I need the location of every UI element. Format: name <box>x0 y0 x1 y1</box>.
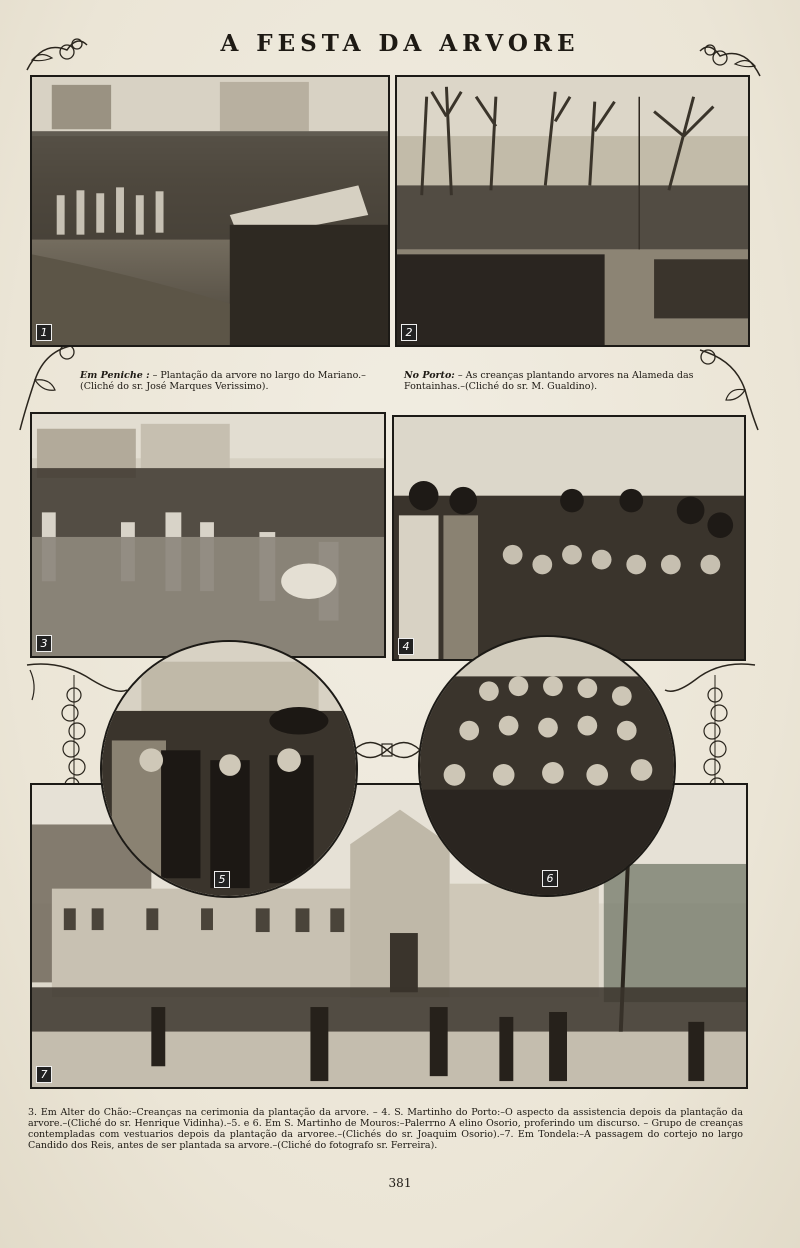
photo-s-martinho-de-mouros-speech <box>100 640 358 898</box>
photo-number-5: 5 <box>214 871 230 888</box>
photo-alter-do-chao <box>30 412 386 658</box>
photo-number-3: 3 <box>36 635 52 652</box>
photo-number-2: 2 <box>401 324 417 341</box>
photo-s-martinho-do-porto <box>392 415 746 661</box>
photo-s-martinho-de-mouros-children <box>418 635 676 897</box>
center-ribbon-ornament <box>352 730 422 770</box>
caption-peniche-place: Em Peniche : <box>80 370 150 381</box>
caption-peniche <box>80 370 380 392</box>
page-number: 381 <box>388 1176 412 1190</box>
caption-porto <box>404 370 704 392</box>
bottom-caption: 3. Em Alter do Chão:–Creanças na cerimonia da plantação da arvore. – 4. S. Martinho do Porto:–O aspecto da assistencia depois da plantação da arvore.–(Cliché do sr. Henrique Vidinha).–5. e 6. Em S. Martinho de Mouros:–Palerrno A elino Osorio, proferindo um discurso. – Grupo de creanças contempladas com vestuarios depois da plantação da arvoree.–(Clichés do sr. Joaquim Osorio).–7. Em Tondela:–A passagem do cortejo no largo Candido dos Reis, antes de ser plantada sa arvore.–(Cliché do fotografo sr. Ferreira). <box>28 1107 743 1151</box>
floral-ornament-top-left <box>22 30 92 75</box>
photo-peniche <box>30 75 390 347</box>
caption-porto-text: – As creanças plantando arvores na Alameda das Fontainhas.–(Cliché do sr. M. Gualdino). <box>404 370 694 392</box>
photo-number-6: 6 <box>542 870 558 887</box>
photo-number-4: 4 <box>398 638 414 655</box>
caption-porto-place: No Porto: <box>404 370 455 381</box>
page-title: A FESTA DA ARVORE <box>220 30 580 57</box>
caption-peniche-text: – Plantação da arvore no largo do Mariano.–(Cliché do sr. José Marques Verissimo). <box>80 370 366 392</box>
photo-number-1: 1 <box>36 324 52 341</box>
photo-porto <box>395 75 750 347</box>
photo-number-7: 7 <box>36 1066 52 1083</box>
